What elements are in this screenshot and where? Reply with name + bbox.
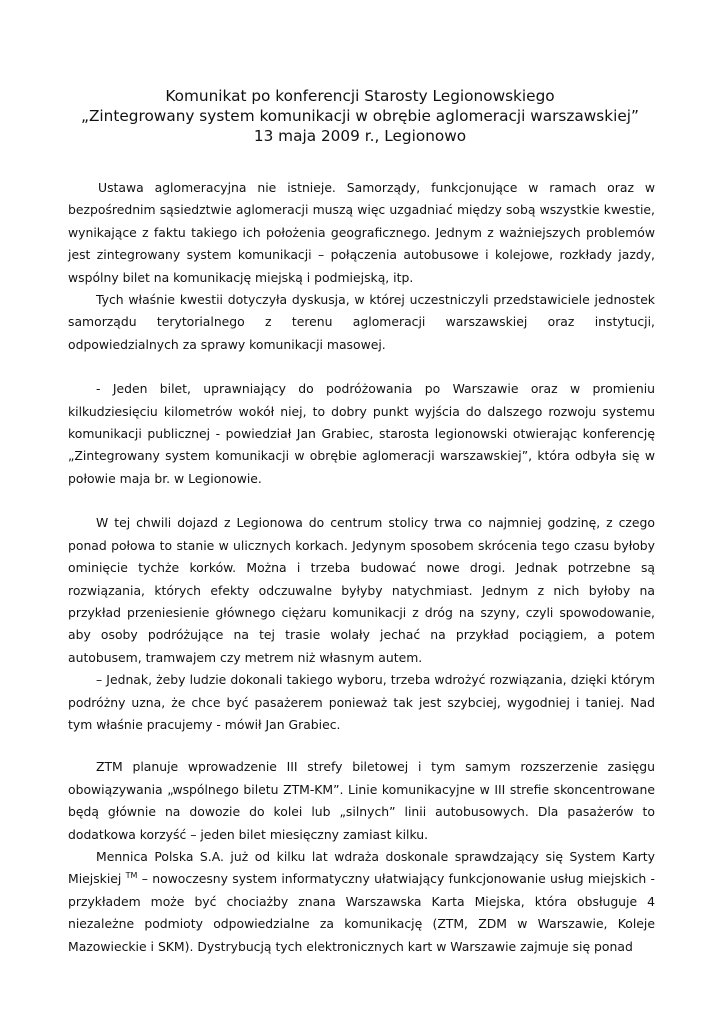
title-line-2: „Zintegrowany system komunikacji w obrębie aglomeracji warszawskiej” [81, 107, 639, 125]
paragraph-3: - Jeden bilet, uprawniający do podróżowania po Warszawie oraz w promieniu kilkudziesięciu kilometrów wokół niej, to dobry punkt wyjścia do dalszego rozwoju systemu komunikacji publicznej - powiedział Jan Grabiec, starosta legionowski otwierając konferencję „Zintegrowany system komunikacji w obrębie aglomeracji warszawskiej”, która odbyła się w połowie maja br. w Legionowie. [68, 381, 655, 486]
title-line-3: 13 maja 2009 r., Legionowo [253, 127, 467, 145]
paragraph-1: Ustawa aglomeracyjna nie istnieje. Samorządy, funkcjonujące w ramach oraz w bezpośrednim sąsiedztwie aglomeracji muszą więc uzgadniać między sobą wszystkie kwestie, wynikające z faktu takiego ich położenia geograficznego. Jednym z ważniejszych problemów jest zintegrowany system komunikacji – połączenia autobusowe i kolejowe, rozkłady jazdy, wspólny bilet na komunikację miejską i podmiejską, itp. [68, 180, 655, 285]
paragraph-7 [68, 846, 655, 958]
document-body [68, 177, 655, 958]
trademark-mark: TM [125, 871, 138, 881]
paragraph-6: ZTM planuje wprowadzenie III strefy biletowej i tym samym rozszerzenie zasięgu obowiązywania „wspólnego biletu ZTM-KM”. Linie komunikacyjne w III strefie skoncentrowane będą głównie na dowozie do kolei lub „silnych” linii autobusowych. Dla pasażerów to dodatkowa korzyść – jeden bilet miesięczny zamiast kilku. [68, 759, 655, 842]
paragraph-4: W tej chwili dojazd z Legionowa do centrum stolicy trwa co najmniej godzinę, z czego ponad połowa to stanie w ulicznych korkach. Jedynym sposobem skrócenia tego czasu byłoby ominięcie tychże korków. Można i trzeba budować nowe drogi. Jednak potrzebne są rozwiązania, których efekty odczuwalne byłyby natychmiast. Jednym z nich byłoby na przykład przeniesienie głównego ciężaru komunikacji z dróg na szyny, czyli spowodowanie, aby osoby podróżujące na tej trasie wolały jechać na przykład pociągiem, a potem autobusem, tramwajem czy metrem niż własnym autem. [68, 515, 655, 665]
document-title [60, 86, 660, 146]
title-line-1: Komunikat po konferencji Starosty Legionowskiego [165, 87, 555, 105]
paragraph-7-text-end: – nowoczesny system informatyczny ułatwiający funkcjonowanie usług miejskich - przykładem może być chociażby znana Warszawska Karta Miejska, która obsługuje 4 niezależne podmioty odpowiedzialne za komunikację (ZTM, ZDM w Warszawie, Koleje Mazowieckie i SKM). Dystrybucją tych elektronicznych kart w Warszawie zajmuje się ponad [68, 871, 655, 954]
paragraph-5: – Jednak, żeby ludzie dokonali takiego wyboru, trzeba wdrożyć rozwiązania, dzięki którym podróżny uzna, że chce być pasażerem ponieważ tak jest szybciej, wygodniej i taniej. Nad tym właśnie pracujemy - mówił Jan Grabiec. [68, 672, 655, 732]
paragraph-2: Tych właśnie kwestii dotyczyła dyskusja, w której uczestniczyli przedstawiciele jednostek samorządu terytorialnego z terenu aglomeracji warszawskiej oraz instytucji, odpowiedzialnych za sprawy komunikacji masowej. [68, 292, 655, 352]
paragraph-7-text-start: Mennica Polska S.A. już od kilku lat wdraża doskonale sprawdzający się System Karty Miejskiej [68, 848, 655, 887]
